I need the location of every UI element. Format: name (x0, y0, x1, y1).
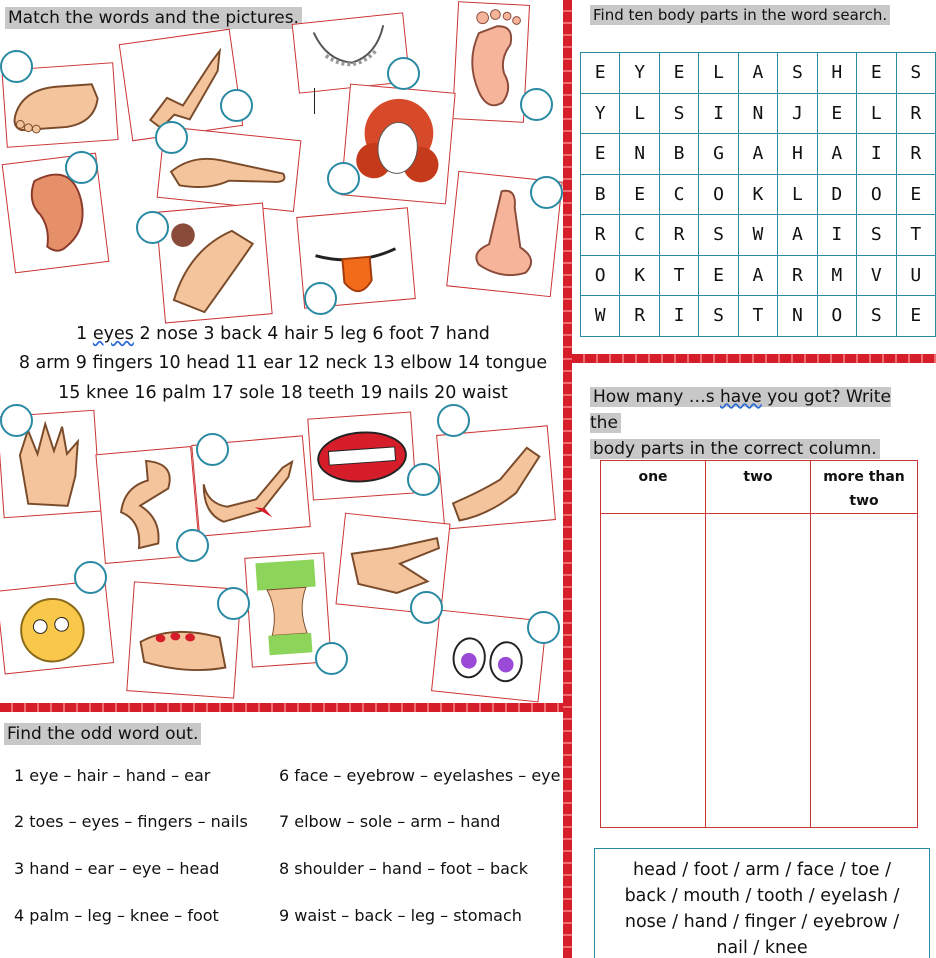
wordsearch-cell[interactable]: G (699, 134, 738, 175)
wordsearch-cell[interactable]: E (620, 174, 659, 215)
wordsearch-cell[interactable]: S (857, 215, 896, 256)
wordsearch-cell[interactable]: J (778, 93, 817, 134)
divider-left-bottom (0, 703, 563, 712)
wordsearch-cell[interactable]: C (620, 215, 659, 256)
wordsearch-title: Find ten body parts in the word search. (590, 6, 890, 24)
wordsearch-row (581, 255, 936, 296)
word-bank: head / foot / arm / face / toe / back / mouth / tooth / eyelash / nose / hand / finger / eyebrow / nail / knee (594, 848, 930, 958)
answer-circle[interactable] (530, 176, 563, 209)
wordsearch-cell[interactable]: I (699, 93, 738, 134)
wordsearch-cell[interactable]: D (817, 174, 856, 215)
wordsearch-cell[interactable]: S (896, 53, 936, 94)
wordsearch-cell[interactable]: U (896, 255, 936, 296)
wordsearch-cell[interactable]: T (659, 255, 698, 296)
word-list-line-1: 1 eyes 2 nose 3 back 4 hair 5 leg 6 foot 7 hand (76, 324, 490, 344)
answer-circle[interactable] (220, 89, 253, 122)
answer-circle[interactable] (65, 151, 98, 184)
answer-circle[interactable] (136, 211, 169, 244)
wordsearch-cell[interactable]: A (738, 255, 777, 296)
wordsearch-cell[interactable]: C (659, 174, 698, 215)
wordsearch-cell[interactable]: B (659, 134, 698, 175)
wordsearch-cell[interactable]: A (817, 134, 856, 175)
wordsearch-cell[interactable]: N (738, 93, 777, 134)
wordsearch-row (581, 174, 936, 215)
wordsearch-cell[interactable]: T (738, 296, 777, 337)
wordsearch-cell[interactable]: L (699, 53, 738, 94)
answer-circle[interactable] (0, 404, 33, 437)
answer-circle[interactable] (410, 591, 443, 624)
odd-item-4: 4 palm – leg – knee – foot (14, 906, 219, 925)
wordsearch-cell[interactable]: N (620, 134, 659, 175)
answer-circle[interactable] (527, 611, 560, 644)
wordsearch-cell[interactable]: S (857, 296, 896, 337)
match-title: Match the words and the pictures. (5, 8, 302, 28)
answer-circle[interactable] (327, 162, 360, 195)
answer-circle[interactable] (387, 57, 420, 90)
answer-circle[interactable] (315, 642, 348, 675)
wordsearch-cell[interactable]: S (659, 93, 698, 134)
wordsearch-cell[interactable]: A (738, 134, 777, 175)
column-one-cell[interactable] (601, 514, 706, 828)
word-list-line-3: 15 knee 16 palm 17 sole 18 teeth 19 nails 20 waist (58, 383, 508, 403)
picture-arm (436, 425, 556, 529)
wordsearch-cell[interactable]: S (699, 296, 738, 337)
wordsearch-cell[interactable]: R (659, 215, 698, 256)
wordsearch-row (581, 93, 936, 134)
wordsearch-cell[interactable]: O (699, 174, 738, 215)
wordsearch-cell[interactable]: I (817, 215, 856, 256)
answer-circle[interactable] (437, 404, 470, 437)
wordsearch-cell[interactable]: E (581, 134, 620, 175)
wordsearch-cell[interactable]: A (778, 215, 817, 256)
wordsearch-cell[interactable]: M (817, 255, 856, 296)
divider-right-top (572, 354, 936, 363)
column-more-cell[interactable] (811, 514, 918, 828)
answer-circle[interactable] (155, 121, 188, 154)
wordsearch-grid (580, 52, 936, 337)
odd-item-9: 9 waist – back – leg – stomach (279, 906, 522, 925)
wordsearch-cell[interactable]: O (857, 174, 896, 215)
odd-item-7: 7 elbow – sole – arm – hand (279, 812, 501, 831)
wordsearch-cell[interactable]: O (581, 255, 620, 296)
column-one-header: one (601, 461, 706, 514)
wordsearch-cell[interactable]: O (817, 296, 856, 337)
column-two-cell[interactable] (706, 514, 811, 828)
wordsearch-cell[interactable]: R (778, 255, 817, 296)
wordsearch-cell[interactable]: I (857, 134, 896, 175)
wordsearch-row (581, 215, 936, 256)
wordsearch-cell[interactable]: E (581, 53, 620, 94)
wordsearch-cell[interactable]: S (699, 215, 738, 256)
head-icon (0, 581, 113, 674)
wordsearch-cell[interactable]: L (778, 174, 817, 215)
wordsearch-cell[interactable]: A (738, 53, 777, 94)
wordsearch-cell[interactable]: E (857, 53, 896, 94)
answer-circle[interactable] (0, 50, 33, 83)
wordsearch-cell[interactable]: V (857, 255, 896, 296)
column-two-header: two (706, 461, 811, 514)
wordsearch-row (581, 53, 936, 94)
picture-teeth (307, 411, 416, 500)
back-icon (156, 204, 271, 323)
wordsearch-cell[interactable]: W (581, 296, 620, 337)
answer-circle[interactable] (407, 463, 440, 496)
wordsearch-cell[interactable]: E (896, 296, 936, 337)
answer-circle[interactable] (217, 587, 250, 620)
oddword-title: Find the odd word out. (4, 724, 201, 744)
wordsearch-cell[interactable]: H (778, 134, 817, 175)
sole-icon (453, 2, 529, 122)
wordsearch-cell[interactable]: R (896, 134, 936, 175)
wordsearch-row (581, 134, 936, 175)
vertical-divider (563, 0, 572, 958)
picture-head (0, 579, 114, 674)
picture-back (155, 203, 272, 324)
wordsearch-cell[interactable]: E (817, 93, 856, 134)
picture-sole (452, 1, 530, 123)
wordsearch-cell[interactable]: R (581, 215, 620, 256)
wordsearch-row (581, 296, 936, 337)
wordsearch-cell[interactable]: I (659, 296, 698, 337)
wordsearch-cell[interactable]: H (817, 53, 856, 94)
answer-circle[interactable] (196, 433, 229, 466)
wordsearch-cell[interactable]: Y (581, 93, 620, 134)
odd-item-8: 8 shoulder – hand – foot – back (279, 859, 528, 878)
wordsearch-cell[interactable]: K (738, 174, 777, 215)
column-more-header: more than two (811, 461, 918, 514)
wordsearch-cell[interactable]: Y (620, 53, 659, 94)
wordsearch-cell[interactable]: R (620, 296, 659, 337)
answer-circle[interactable] (74, 561, 107, 594)
wordsearch-cell[interactable]: W (738, 215, 777, 256)
odd-item-6: 6 face – eyebrow – eyelashes – eye (279, 766, 561, 785)
wordsearch-cell[interactable]: E (896, 174, 936, 215)
wordsearch-cell[interactable]: E (699, 255, 738, 296)
word-list-line-2: 8 arm 9 fingers 10 head 11 ear 12 neck 13 elbow 14 tongue (18, 353, 548, 373)
wordsearch-cell[interactable]: N (778, 296, 817, 337)
answer-circle[interactable] (520, 88, 553, 121)
odd-item-3: 3 hand – ear – eye – head (14, 859, 220, 878)
odd-item-1: 1 eye – hair – hand – ear (14, 766, 211, 785)
arm-icon (437, 426, 555, 528)
howmany-table (600, 460, 918, 828)
answer-circle[interactable] (176, 529, 209, 562)
odd-item-2: 2 toes – eyes – fingers – nails (14, 812, 248, 831)
teeth-icon (308, 413, 415, 500)
wordsearch-cell[interactable]: E (659, 53, 698, 94)
wordsearch-cell[interactable]: S (778, 53, 817, 94)
wordsearch-cell[interactable]: L (857, 93, 896, 134)
wordsearch-cell[interactable]: R (896, 93, 936, 134)
answer-circle[interactable] (304, 282, 337, 315)
wordsearch-cell[interactable]: K (620, 255, 659, 296)
card-divider-mark (314, 88, 315, 114)
wordsearch-cell[interactable]: B (581, 174, 620, 215)
wordsearch-cell[interactable]: L (620, 93, 659, 134)
wordsearch-cell[interactable]: T (896, 215, 936, 256)
howmany-title: How many …s have you got? Write the body parts in the correct column. (590, 387, 891, 459)
